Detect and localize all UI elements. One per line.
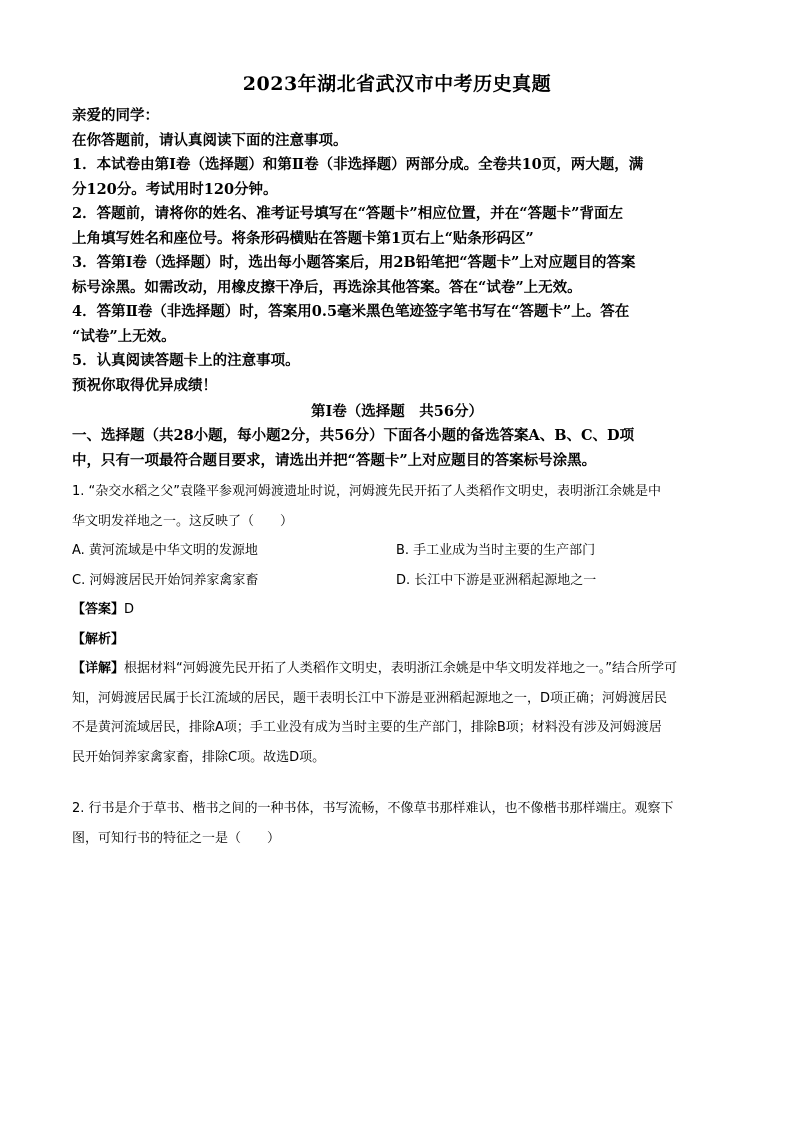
notice-line: 1．本试卷由第Ⅰ卷（选择题）和第Ⅱ卷（非选择题）两部分成。全卷共10页，两大题，满 (72, 156, 644, 173)
detail-line: 知，河姆渡居民属于长江流域的居民，题干表明长江中下游是亚洲稻起源地之一，D项正确；河姆渡居民 (72, 690, 668, 706)
detail-label: 【详解】 (72, 661, 125, 676)
spacer (72, 772, 722, 794)
option-d: D. 长江中下游是亚洲稻起源地之一 (396, 572, 597, 588)
option-grid (72, 536, 722, 595)
greeting: 亲爱的同学： (72, 107, 159, 124)
question-stem-line: 图，可知行书的特征之一是（ ） (72, 830, 281, 846)
section-intro-line: 中，只有一项最符合题目要求，请选出并把“答题卡”上对应题目的答案标号涂黑。 (72, 451, 597, 469)
detail-line (72, 654, 722, 684)
notice-line: 3．答第Ⅰ卷（选择题）时，选出每小题答案后，用2B铅笔把“答题卡”上对应题目的答案 (72, 254, 636, 271)
section-title: 第Ⅰ卷（选择题 共56分） (311, 403, 483, 420)
question-stem-line: 华文明发祥地之一。这反映了（ ） (72, 513, 294, 529)
notice-line: 4．答第Ⅱ卷（非选择题）时，答案用0.5毫米黑色笔迹签字笔书写在“答题卡”上。答在 (72, 303, 630, 320)
page-title: 2023年湖北省武汉市中考历史真题 (242, 73, 552, 95)
notice-line: 上角填写姓名和座位号。将条形码横贴在答题卡第1页右上“贴条形码区” (72, 229, 534, 247)
notice-block (72, 104, 722, 398)
option-c: C. 河姆渡居民开始饲养家禽家畜 (72, 572, 259, 588)
question-stem-line: 2. 行书是介于草书、楷书之间的一种书体，书写流畅，不像草书那样难认，也不像楷书那样端庄。观察下 (72, 801, 674, 816)
option-a: A. 黄河流域是中华文明的发源地 (72, 543, 258, 558)
answer-label: 【答案】 (72, 602, 125, 617)
question-2 (72, 794, 722, 853)
notice-line: 标号涂黑。如需改动，用橡皮擦干净后，再选涂其他答案。答在“试卷”上无效。 (72, 278, 582, 296)
notice-line: 5．认真阅读答题卡上的注意事项。 (72, 352, 300, 369)
notice-line: 2．答题前，请将你的姓名、准考证号填写在“答题卡”相应位置，并在“答题卡”背面左 (72, 205, 623, 222)
closing-line: 预祝你取得优异成绩！ (72, 376, 217, 394)
question-1 (72, 477, 722, 772)
answer-value: D (124, 602, 135, 617)
question-stem-line: 1. “杂交水稻之父”袁隆平参观河姆渡遗址时说，河姆渡先民开拓了人类稻作文明史，表明浙江余姚是中 (72, 484, 662, 499)
option-b: B. 手工业成为当时主要的生产部门 (396, 543, 596, 558)
notice-line: “试卷”上无效。 (72, 327, 176, 345)
section-intro-line: 一、选择题（共28小题，每小题2分，共56分）下面各小题的备选答案A、B、C、D项 (72, 427, 635, 444)
answer-line (72, 595, 722, 625)
detail-line: 民开始饲养家禽家畜，排除C项。故选D项。 (72, 749, 326, 765)
analysis-line (72, 625, 722, 655)
intro-line: 在你答题前，请认真阅读下面的注意事项。 (72, 131, 348, 149)
detail-line: 不是黄河流域居民，排除A项；手工业没有成为当时主要的生产部门，排除B项；材料没有涉及河姆渡居 (72, 720, 662, 735)
detail-text: 根据材料“河姆渡先民开拓了人类稻作文明史，表明浙江余姚是中华文明发祥地之一。”结合所学可 (124, 661, 677, 676)
notice-line: 分120分。考试用时120分钟。 (72, 180, 278, 198)
analysis-label: 【解析】 (72, 631, 125, 647)
